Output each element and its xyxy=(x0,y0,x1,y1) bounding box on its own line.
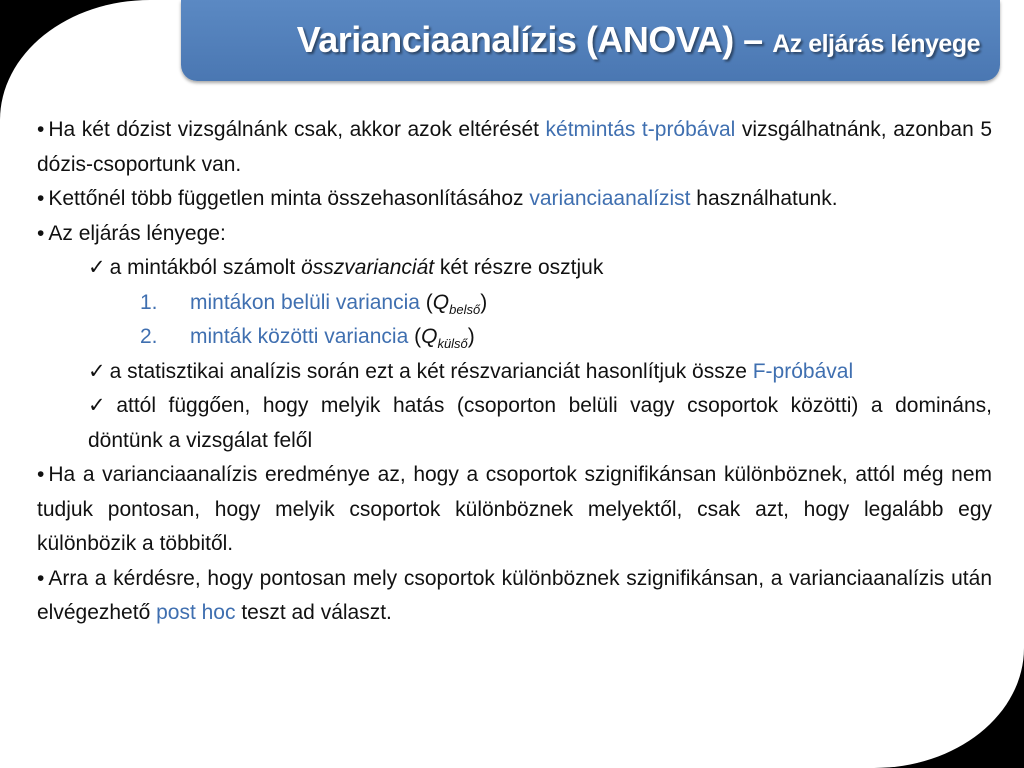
bullet-icon: • xyxy=(37,221,45,245)
check-item-3 xyxy=(88,389,992,458)
bullet-icon: • xyxy=(37,187,45,210)
numbered-item-2 xyxy=(140,320,992,355)
numbered-item-2-number: 2. xyxy=(140,325,158,348)
bullet-1-text: Ha két dózist vizsgálnánk csak, akkor azok eltérését xyxy=(48,118,546,141)
bullet-1-text-end: vizsgálhatnánk, azonban 5 dózis-csoportunk van. xyxy=(37,118,993,176)
numbered-item-2-symbol: Q xyxy=(421,325,438,348)
slide-title xyxy=(297,19,980,61)
check-item-3-text: attól függően, hogy melyik hatás (csoporton belüli vagy csoportok közötti) a domináns, döntünk a vizsgálat felől xyxy=(88,394,992,452)
bullet-5-highlight: post hoc xyxy=(156,601,236,624)
slide-title-sub: Az eljárás lényege xyxy=(772,30,980,58)
slide-title-main: Varianciaanalízis (ANOVA) – xyxy=(296,19,773,60)
bullet-4-text: Ha a varianciaanalízis eredménye az, hogy a csoportok szignifikánsan különböznek, attól még nem tudjuk pontosan, hogy melyik csoportok különböznek melyektől, csak azt, hogy legalább egy különbözik a többitől. xyxy=(37,463,992,555)
check-item-2-highlight: F-próbával xyxy=(752,359,854,383)
check-item-2-text: a statisztikai analízis során ezt a két részvarianciát hasonlítjuk össze xyxy=(109,359,753,383)
numbered-item-2-paren-close: ) xyxy=(467,325,475,348)
bullet-icon: • xyxy=(37,118,45,141)
title-bar xyxy=(181,0,1000,81)
bullet-1 xyxy=(37,113,992,182)
bullet-4 xyxy=(37,458,992,562)
checkmark-icon: ✓ xyxy=(88,359,106,383)
numbered-item-1-highlight: mintákon belüli variancia xyxy=(190,290,420,314)
numbered-item-2-subscript: külső xyxy=(437,336,468,352)
check-item-1-text-end: két részre osztjuk xyxy=(434,256,604,279)
numbered-item-2-paren-open: ( xyxy=(408,325,422,348)
numbered-item-1 xyxy=(140,286,992,321)
numbered-item-1-paren-close: ) xyxy=(480,290,488,314)
bullet-icon: • xyxy=(37,463,45,486)
bullet-5-text-end: teszt ad választ. xyxy=(235,601,392,624)
check-item-1-emphasis: összvarianciát xyxy=(301,256,435,279)
check-item-1 xyxy=(88,251,992,286)
bullet-2-text-end: használhatunk. xyxy=(690,187,838,210)
slide-content xyxy=(37,113,992,631)
numbered-item-1-subscript: belső xyxy=(449,301,481,317)
numbered-item-1-symbol: Q xyxy=(432,290,450,314)
bullet-2 xyxy=(37,182,992,217)
bullet-1-highlight: kétmintás t-próbával xyxy=(545,118,736,141)
check-item-1-text: a mintákból számolt xyxy=(109,256,302,279)
bullet-2-highlight: varianciaanalízist xyxy=(529,187,691,210)
bullet-icon: • xyxy=(37,566,45,590)
bullet-5-text: Arra a kérdésre, hogy pontosan mely csoportok különböznek szignifikánsan, a varianciaanalízis után elvégezhető xyxy=(37,566,992,624)
bullet-3 xyxy=(37,217,992,252)
numbered-item-1-number: 1. xyxy=(140,290,158,314)
check-item-2 xyxy=(88,355,992,390)
bullet-3-text: Az eljárás lényege: xyxy=(48,221,226,245)
checkmark-icon: ✓ xyxy=(88,394,113,417)
checkmark-icon: ✓ xyxy=(88,256,106,279)
bullet-2-text: Kettőnél több független minta összehasonlításához xyxy=(48,187,530,210)
bullet-5 xyxy=(37,562,992,631)
numbered-item-2-highlight: minták közötti variancia xyxy=(190,325,409,348)
numbered-item-1-paren-open: ( xyxy=(419,290,433,314)
